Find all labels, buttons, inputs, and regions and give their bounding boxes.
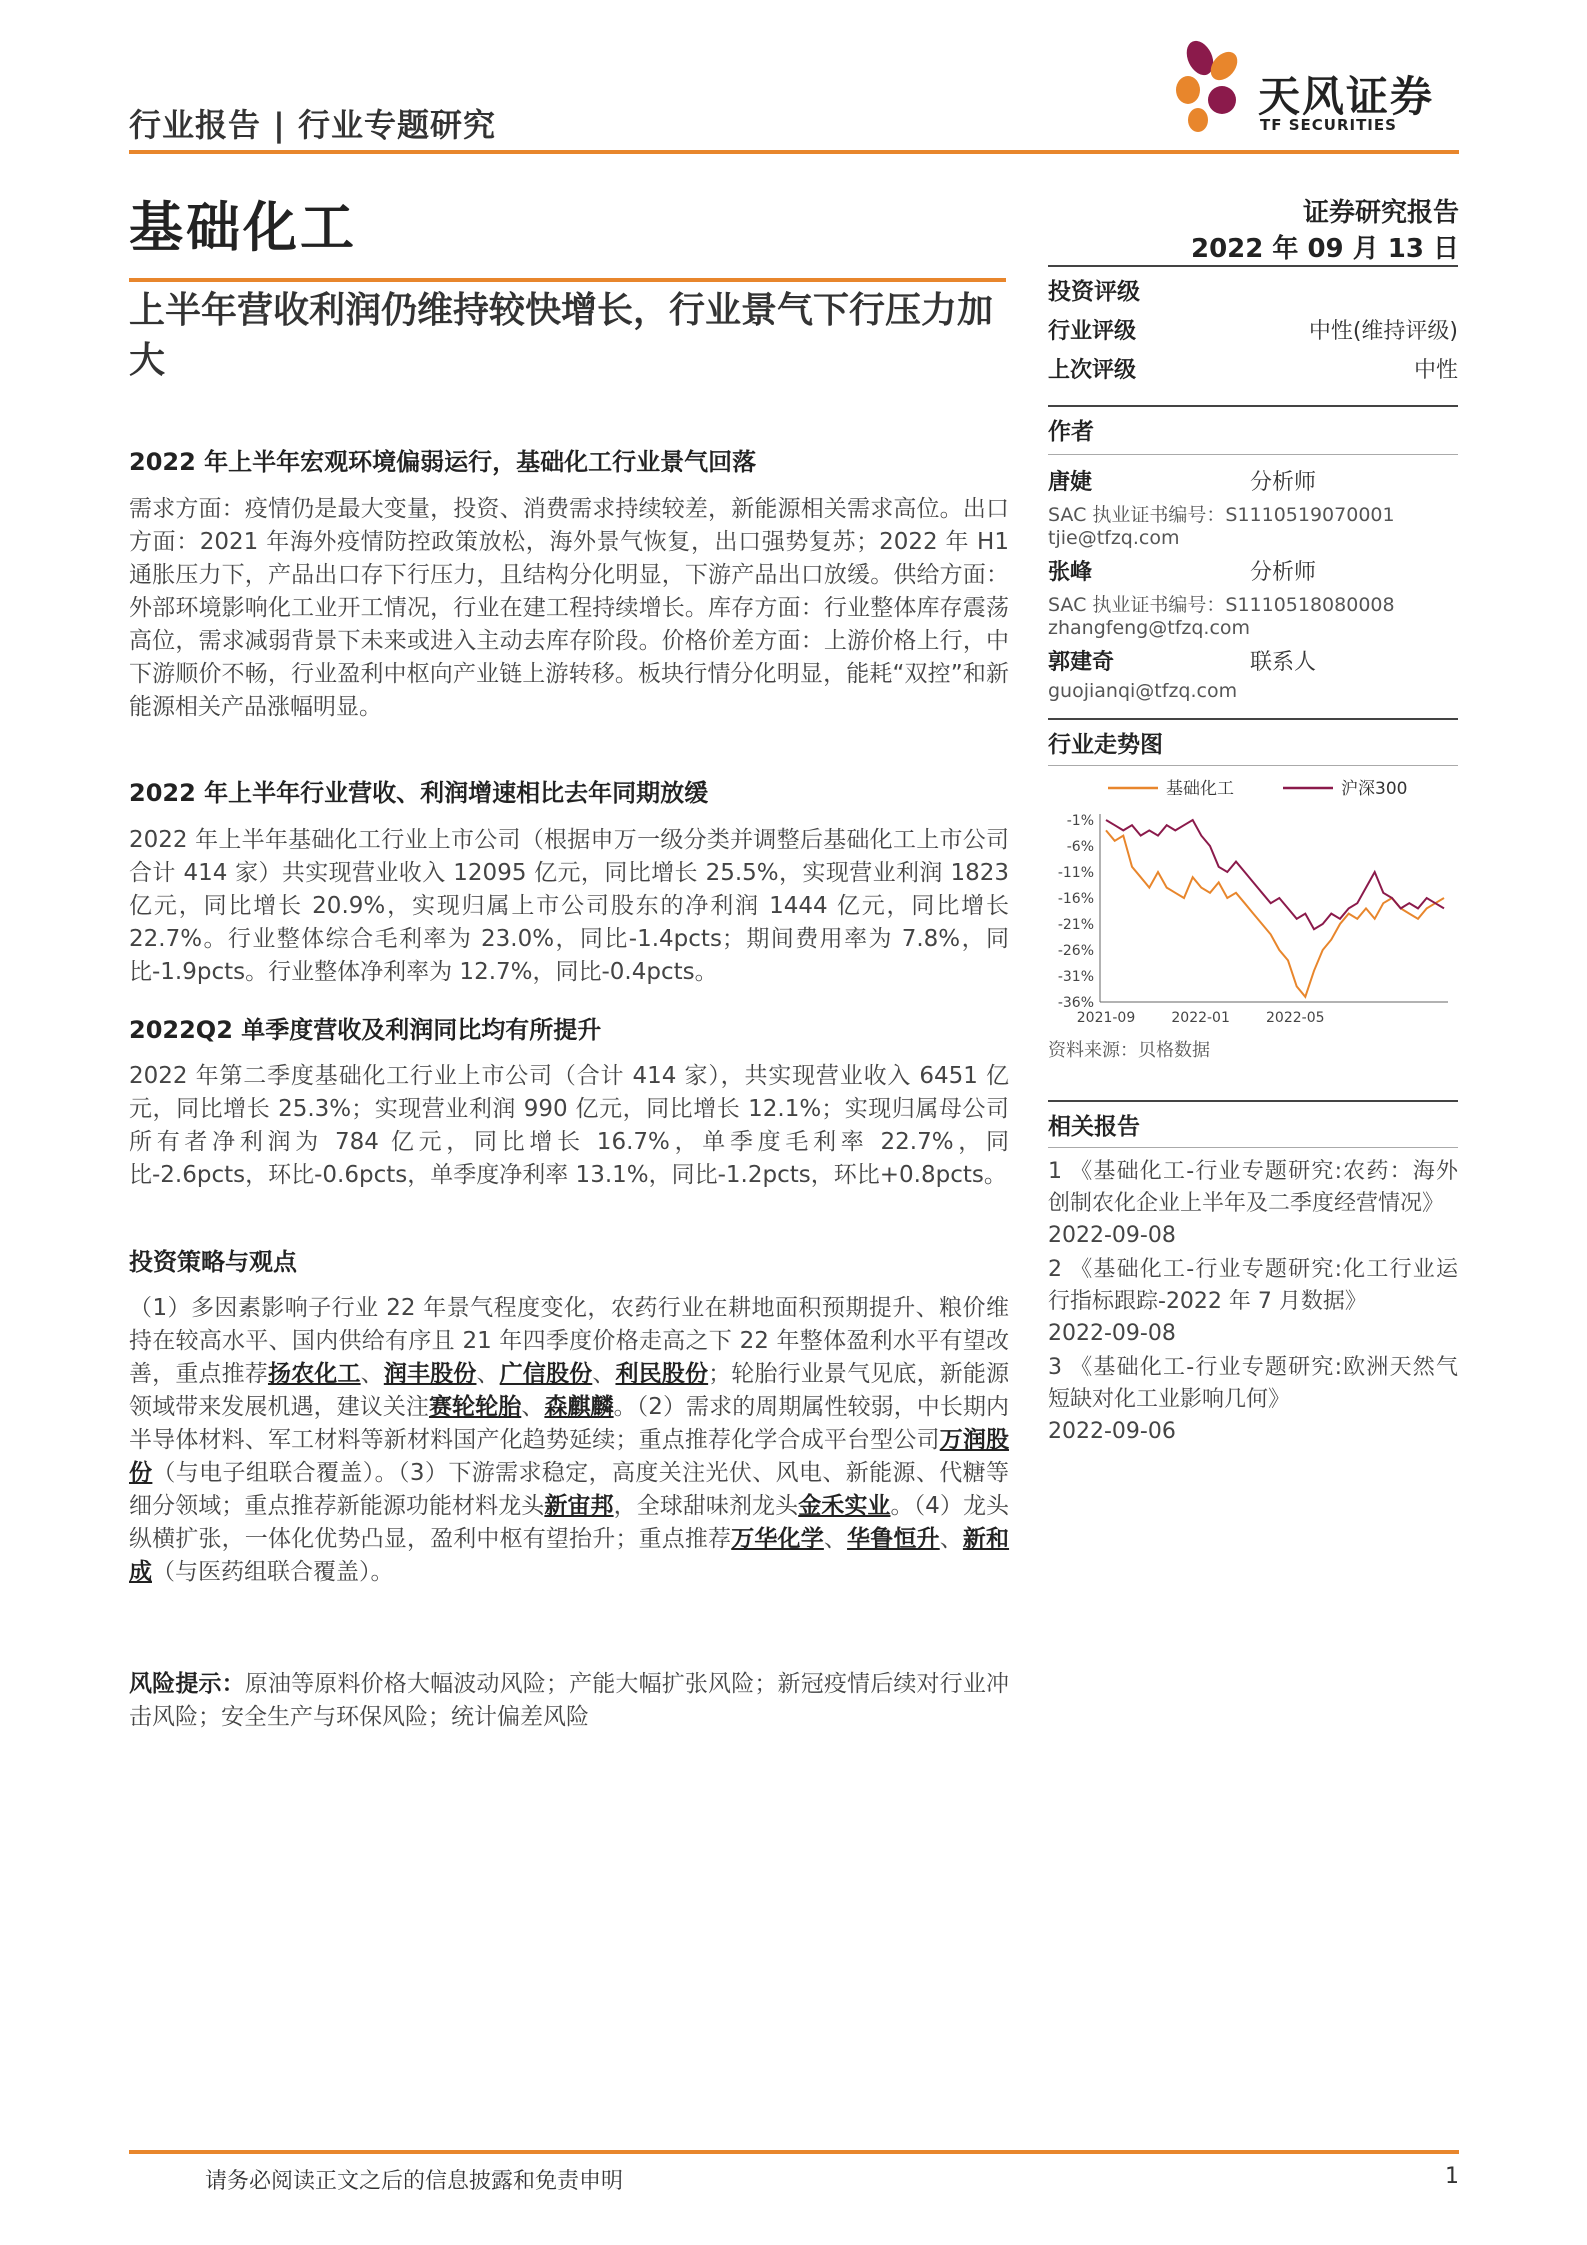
headline-divider: [129, 278, 1006, 282]
related-item[interactable]: [1048, 1254, 1458, 1350]
x-tick-label: 2022-05: [1266, 1010, 1325, 1026]
footer-disclaimer: 请务必阅读正文之后的信息披露和免责申明: [205, 2169, 624, 2194]
report-date: 2022 年 09 月 13 日: [1191, 234, 1459, 264]
author-email[interactable]: tjie@tfzq.com: [1048, 527, 1180, 549]
author-cert: SAC 执业证书编号：S1110518080008: [1048, 594, 1395, 616]
tf-securities-logo: [1170, 30, 1470, 140]
chart-source: 资料来源：贝格数据: [1048, 1040, 1210, 1061]
logo-en-text: TF SECURITIES: [1260, 116, 1397, 134]
series-line-jichuhuagong: [1106, 830, 1444, 996]
stock-wanrun: 万润股份: [129, 1427, 1010, 1486]
strategy-text: [129, 1292, 1009, 1589]
strategy-part: 、: [360, 1361, 384, 1387]
strategy-part: （1）多因素影响子行业 22 年景气程度变化，农药行业在耕地面积预期提升、粮价维持在较高水平、国内供给有序且 21 年四季度价格走高之下 22 年整体盈利水平有望改善，重点推荐: [129, 1295, 1009, 1387]
logo-flower-icon: [1170, 30, 1250, 140]
y-tick-label: -31%: [1057, 969, 1094, 985]
page-title: 基础化工: [129, 196, 357, 259]
authors-divider: [1048, 405, 1458, 407]
risk-label: 风险提示：: [129, 1671, 245, 1697]
related-title[interactable]: 2 《基础化工-行业专题研究:化工行业运行指标跟踪-2022 年 7 月数据》: [1048, 1257, 1458, 1314]
section-heading-3: 2022Q2 单季度营收及利润同比均有所提升: [129, 1016, 602, 1044]
x-tick-label: 2021-09: [1076, 1010, 1136, 1026]
section-text-2: 2022 年上半年基础化工行业上市公司（根据申万一级分类并调整后基础化工上市公司合计 414 家）共实现营业收入 12095 亿元，同比增长 25.5%，实现营业利润 1823 亿元，同比增长 20.9%，实现归属上市公司股东的净利润 1444 亿元，同比增长 22.7%。行业整体综合毛利率为 23.0%，同比-1.4pcts；期间费用率为 7.8%，同比-1.9pcts。行业整体净利率为 12.7%，同比-0.4pcts。: [129, 827, 1009, 985]
trend-divider: [1048, 718, 1458, 720]
report-category: 行业报告 | 行业专题研究: [129, 106, 496, 144]
section-text-3: 2022 年第二季度基础化工行业上市公司（合计 414 家），共实现营业收入 6451 亿元，同比增长 25.3%；实现营业利润 990 亿元，同比增长 12.1%；实现归属母公司所有者净利润为 784 亿元，同比增长 16.7%，单季度毛利率 22.7%，同比-2.6pcts，环比-0.6pcts，单季度净利率 13.1%，同比-1.2pcts，环比+0.8pcts。: [129, 1063, 1009, 1188]
strategy-part: 、: [939, 1526, 963, 1552]
previous-rating-row: [1048, 353, 1458, 384]
author-item: [1048, 465, 1458, 549]
page-number: 1: [1445, 2164, 1459, 2189]
author-role: 联系人: [1250, 650, 1317, 675]
industry-rating-row: [1048, 314, 1458, 345]
legend-label: 基础化工: [1166, 779, 1234, 799]
section-text-1: 需求方面：疫情仍是最大变量，投资、消费需求持续较差，新能源相关需求高位。出口方面：2021 年海外疫情防控政策放松，海外景气恢复，出口强势复苏；2022 年 H1 通胀压力下，产品出口存下行压力，且结构分化明显，下游产品出口放缓。供给方面：外部环境影响化工业开工情况，行业在建工程持续增长。库存方面：行业整体库存震荡高位，需求减弱背景下未来或进入主动去库存阶段。价格价差方面：上游价格上行，中下游顺价不畅，行业盈利中枢向产业链上游转移。板块行情分化明显，能耗“双控”和新能源相关产品涨幅明显。: [129, 496, 1009, 720]
industry-rating-label: 行业评级: [1048, 319, 1137, 344]
header-divider: [129, 150, 1459, 154]
related-title[interactable]: 1 《基础化工-行业专题研究:农药：海外创制农化企业上半年及二季度经营情况》: [1048, 1159, 1458, 1216]
x-tick-label: 2022-01: [1171, 1010, 1230, 1026]
author-name: 张峰: [1048, 560, 1093, 585]
rating-top-divider: [1048, 265, 1458, 267]
rating-heading: 投资评级: [1048, 279, 1140, 305]
y-tick-label: -21%: [1057, 917, 1094, 933]
footer-divider: [129, 2150, 1459, 2154]
author-list: [1048, 454, 1458, 455]
strategy-part: 。（2）需求的周期属性较弱，中长期内半导体材料、军工材料等新材料国产化趋势延续；重点推荐化学合成平台型公司: [129, 1394, 1010, 1453]
strategy-part: 。（4）龙头纵横扩张，一体化优势凸显，盈利中枢有望抬升；重点推荐: [129, 1493, 1010, 1552]
related-date: 2022-09-08: [1048, 1321, 1176, 1346]
author-email[interactable]: guojianqi@tfzq.com: [1048, 680, 1238, 702]
related-divider: [1048, 1100, 1458, 1102]
stock-runfeng: 润丰股份: [383, 1361, 477, 1387]
author-email[interactable]: zhangfeng@tfzq.com: [1048, 617, 1251, 639]
stock-wanhua: 万华化学: [731, 1526, 824, 1552]
rating-panel: [1048, 265, 1458, 384]
strategy-part: （与电子组联合覆盖）。（3）下游需求稳定，高度关注光伏、风电、新能源、代糖等细分领域；重点推荐新能源功能材料龙头: [129, 1460, 1010, 1519]
stock-yangnong: 扬农化工: [267, 1361, 361, 1387]
y-tick-label: -6%: [1066, 839, 1094, 855]
strategy-part: ；轮胎行业景气见底，新能源领域带来发展机遇，建议关注: [129, 1361, 1010, 1420]
related-item[interactable]: [1048, 1156, 1458, 1252]
strategy-part: 、: [823, 1526, 848, 1552]
stock-sailun: 赛轮轮胎: [428, 1394, 522, 1420]
stock-jinhe: 金禾实业: [798, 1493, 891, 1519]
y-tick-label: -11%: [1057, 865, 1094, 881]
author-item: [1048, 555, 1458, 639]
authors-heading: 作者: [1048, 419, 1094, 445]
author-role: 分析师: [1250, 560, 1317, 585]
author-name: 郭建奇: [1048, 650, 1115, 675]
stock-xinzhoubang: 新宙邦: [544, 1493, 614, 1519]
stock-hualu: 华鲁恒升: [847, 1526, 940, 1552]
legend-label: 沪深300: [1341, 779, 1408, 799]
stock-xinhecheng: 新和成: [129, 1526, 1010, 1585]
headline: 上半年营收利润仍维持较快增长，行业景气下行压力加大: [129, 290, 994, 381]
previous-rating-value: 中性: [1413, 358, 1458, 383]
y-tick-label: -16%: [1057, 891, 1094, 907]
trend-chart: [1048, 770, 1458, 1030]
trend-panel: [1048, 718, 1458, 1062]
report-type: 证券研究报告: [1302, 198, 1459, 228]
risk-text: [129, 1668, 1009, 1734]
strategy-heading: 投资策略与观点: [129, 1248, 297, 1276]
author-role: 分析师: [1250, 470, 1317, 495]
industry-rating-value: 中性(维持评级): [1308, 319, 1458, 344]
related-item[interactable]: [1048, 1352, 1458, 1448]
y-tick-label: -1%: [1066, 813, 1094, 829]
strategy-part: 、: [592, 1361, 616, 1387]
related-date: 2022-09-06: [1048, 1419, 1176, 1444]
related-date: 2022-09-08: [1048, 1223, 1176, 1248]
strategy-part: 、: [476, 1361, 500, 1387]
related-panel: [1048, 1100, 1458, 1448]
related-title[interactable]: 3 《基础化工-行业专题研究:欧洲天然气短缺对化工业影响几何》: [1048, 1355, 1458, 1412]
author-name: 唐婕: [1048, 470, 1093, 495]
strategy-part: （与医药组联合覆盖）。: [152, 1559, 394, 1585]
section-heading-2: 2022 年上半年行业营收、利润增速相比去年同期放缓: [129, 779, 709, 807]
strategy-part: 、: [521, 1394, 545, 1420]
trend-subdivider: [1048, 765, 1458, 766]
author-cert: SAC 执业证书编号：S1110519070001: [1048, 504, 1395, 526]
strategy-part: ，全球甜味剂龙头: [613, 1493, 799, 1519]
related-heading: 相关报告: [1048, 1114, 1140, 1140]
trend-heading: 行业走势图: [1048, 732, 1163, 758]
section-heading-1: 2022 年上半年宏观环境偏弱运行，基础化工行业景气回落: [129, 448, 757, 476]
risk-content: 原油等原料价格大幅波动风险；产能大幅扩张风险；新冠疫情后续对行业冲击风险；安全生产与环保风险；统计偏差风险: [129, 1671, 1010, 1730]
previous-rating-label: 上次评级: [1048, 358, 1137, 383]
author-item: [1048, 645, 1458, 702]
logo-cn-text: 天风证券: [1258, 72, 1435, 121]
stock-guangxin: 广信股份: [499, 1361, 593, 1387]
stock-senqilin: 森麒麟: [544, 1394, 614, 1420]
y-tick-label: -36%: [1057, 995, 1094, 1011]
stock-limin: 利民股份: [615, 1361, 709, 1387]
authors-panel: [1048, 405, 1458, 702]
y-tick-label: -26%: [1057, 943, 1094, 959]
related-subdivider: [1048, 1147, 1458, 1148]
